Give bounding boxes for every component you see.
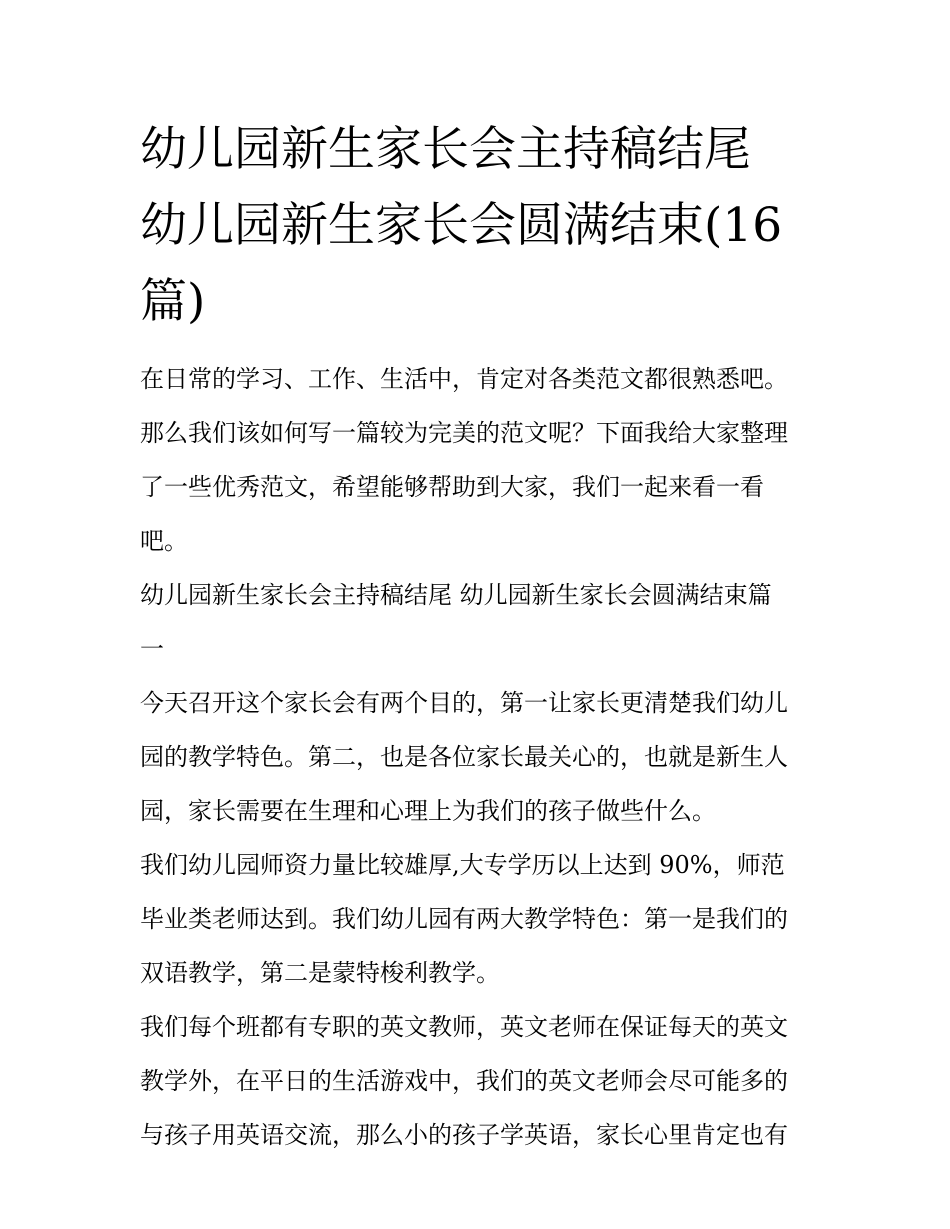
body-paragraph xyxy=(140,838,820,1000)
document-page xyxy=(140,112,820,1162)
text-line: 我们幼儿园师资力量比较雄厚,大专学历以上达到 90%，师范 xyxy=(140,851,785,879)
document-title xyxy=(140,112,820,340)
document-body xyxy=(140,352,820,1162)
text-line: 园的教学特色。第二，也是各位家长最关心的，也就是新生人 xyxy=(140,743,788,771)
text-line: 了一些优秀范文，希望能够帮助到大家，我们一起来看一看 xyxy=(140,473,764,501)
body-paragraph xyxy=(140,1000,820,1162)
text-line: 那么我们该如何写一篇较为完美的范文呢？下面我给大家整理 xyxy=(140,419,788,447)
text-line: 我们每个班都有专职的英文教师，英文老师在保证每天的英文 xyxy=(140,1013,788,1041)
text-line: 在日常的学习、工作、生活中，肯定对各类范文都很熟悉吧。 xyxy=(140,365,788,393)
intro-paragraph xyxy=(140,352,820,568)
title-line: 篇) xyxy=(140,274,206,329)
section-heading xyxy=(140,568,820,676)
title-line: 幼儿园新生家长会主持稿结尾 xyxy=(140,122,751,177)
text-line: 园，家长需要在生理和心理上为我们的孩子做些什么。 xyxy=(140,797,716,825)
text-line: 吧。 xyxy=(140,527,188,555)
title-line: 幼儿园新生家长会圆满结束(16 xyxy=(140,198,783,253)
body-paragraph xyxy=(140,676,820,838)
text-line: 一 xyxy=(140,635,164,663)
text-line: 毕业类老师达到。我们幼儿园有两大教学特色：第一是我们的 xyxy=(140,905,788,933)
text-line: 今天召开这个家长会有两个目的，第一让家长更清楚我们幼儿 xyxy=(140,689,788,717)
text-line: 幼儿园新生家长会主持稿结尾 幼儿园新生家长会圆满结束篇 xyxy=(140,581,772,609)
text-line: 教学外，在平日的生活游戏中，我们的英文老师会尽可能多的 xyxy=(140,1067,788,1095)
text-line: 与孩子用英语交流，那么小的孩子学英语，家长心里肯定也有 xyxy=(140,1121,788,1149)
text-line: 双语教学，第二是蒙特梭利教学。 xyxy=(140,959,500,987)
